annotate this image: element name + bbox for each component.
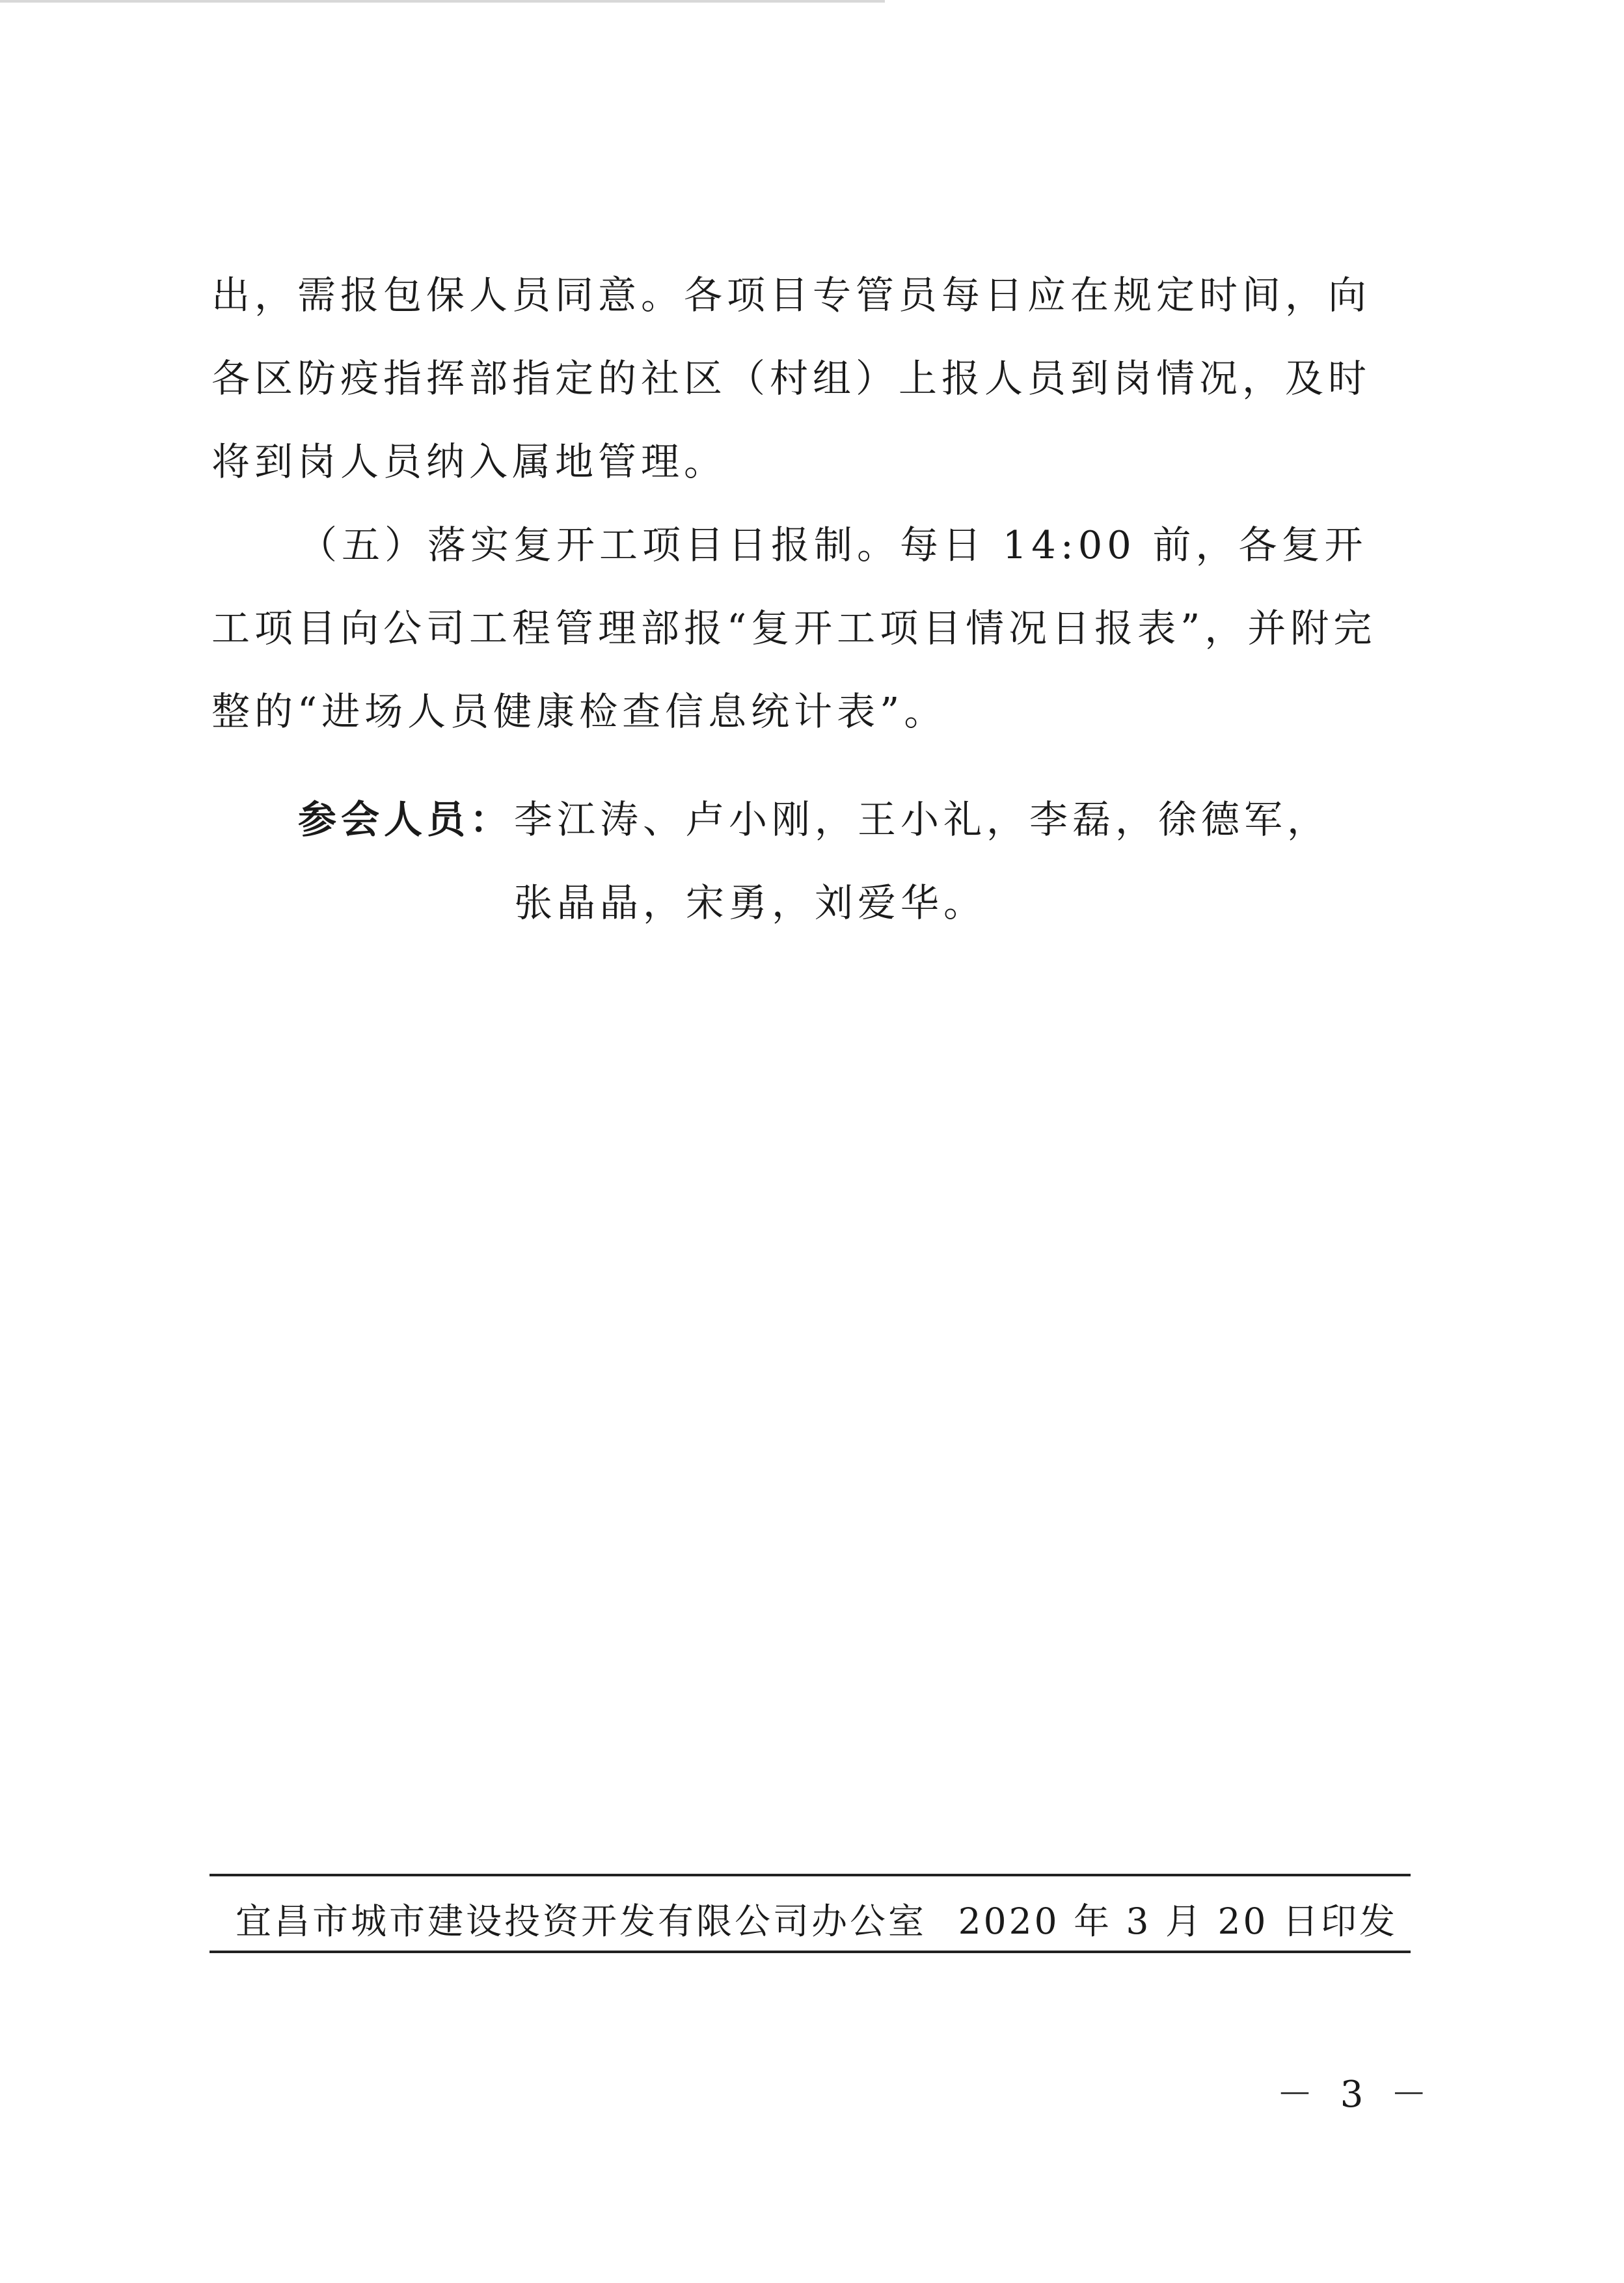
- footer-issuer: 宜昌市城市建设投资开发有限公司办公室: [236, 1900, 927, 1942]
- paragraph-five: （五）落实复开工项目日报制。每日 14:00 前，各复开工项目向公司工程管理部报“复开工项目情况日报表”，并附完整的“进场人员健康检查信息统计表”。: [211, 522, 1377, 734]
- paragraph-continued: 出，需报包保人员同意。各项目专管员每日应在规定时间，向各区防疫指挥部指定的社区（村组）上报人员到岗情况，及时将到岗人员纳入属地管理。: [211, 273, 1372, 484]
- footer-issuance: [236, 1892, 1398, 1944]
- footer-top-rule: [210, 1874, 1411, 1876]
- attendees-names-line-2: 张晶晶，宋勇，刘爱华。: [514, 880, 987, 925]
- page-number: － 3 －: [1277, 2074, 1435, 2116]
- attendees-label: 参会人员：: [298, 797, 513, 842]
- scan-top-edge: [0, 0, 885, 3]
- document-body: [211, 254, 1409, 753]
- footer-bottom-rule: [210, 1951, 1411, 1953]
- attendees-row-1: [298, 778, 1330, 861]
- footer-date: 2020 年 3 月 20 日印发: [958, 1900, 1398, 1942]
- attendees-block: [298, 778, 1330, 945]
- attendees-row-2: [298, 861, 1330, 945]
- attendees-names-line-1: 李江涛、卢小刚，王小礼，李磊，徐德军，: [514, 797, 1331, 842]
